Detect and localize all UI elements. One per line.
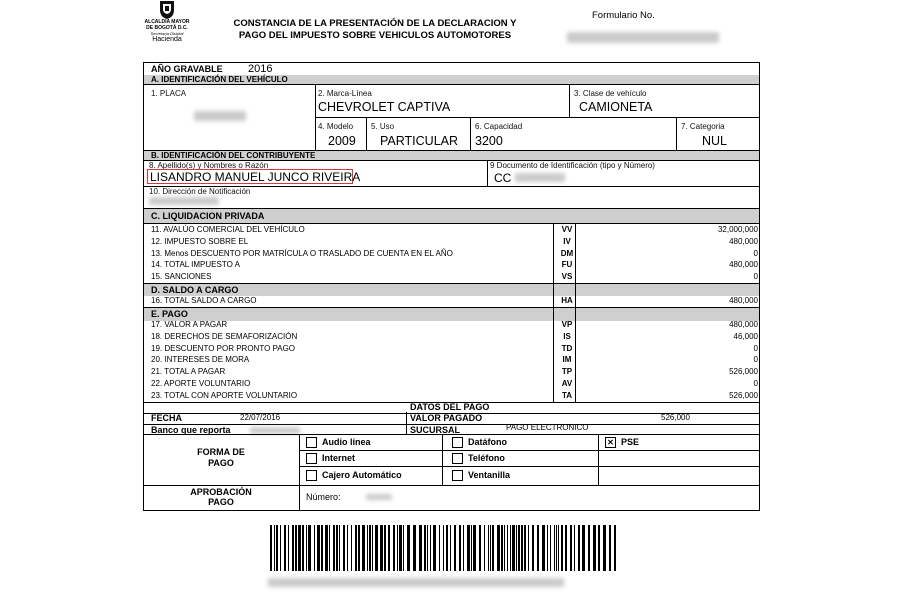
marca-value: CHEVROLET CAPTIVA [318,100,451,114]
barcode-bar [556,525,557,571]
barcode-bar [397,525,398,571]
nombre-value: LISANDRO MANUEL JUNCO RIVEIRA [150,170,361,184]
barcode-bar [295,525,297,571]
aprobacion-label-2: PAGO [208,497,234,507]
barcode-bar [507,525,508,571]
row-code: IM [562,355,572,365]
barcode-bar [284,525,286,571]
barcode-bar [614,525,616,571]
barcode-bar [317,525,320,571]
table-row [144,224,761,236]
barcode-bar [439,525,440,571]
valor-pagado-value: 526,000 [661,413,690,422]
barcode-bar [528,525,529,571]
checkbox-checked[interactable]: ✕ [605,437,616,448]
option-label: Teléfono [468,453,505,463]
row-text: 23. TOTAL CON APORTE VOLUNTARIO [151,390,298,400]
barcode-bar [561,525,563,571]
uso-label: 5. Uso [371,122,395,131]
logo-text-4: Hacienda [152,36,182,43]
checkbox[interactable] [452,453,463,464]
barcode-bar [479,525,481,571]
nombre-label: 8. Apellido(s) y Nombres o Razón [149,161,269,170]
documento-value: CC [494,171,512,185]
table-row [144,236,761,248]
barcode-bar [358,525,360,571]
row-text: 13. Menos DESCUENTO POR MATRÍCULA O TRASLADO DE CUENTA EN EL AÑO [151,248,453,258]
row-value: 0 [753,272,758,282]
form-body [143,62,760,511]
clase-cell [570,85,759,118]
option-label: Internet [322,453,356,463]
barcode-bar [501,525,503,571]
row-value: 480,000 [729,296,758,305]
barcode-bar [459,525,461,571]
direccion-label: 10. Dirección de Notificación [149,187,251,196]
option-ventanilla[interactable] [452,470,510,481]
checkbox[interactable] [306,453,317,464]
checkbox[interactable] [306,470,317,481]
categoria-label: 7. Categoria [681,122,725,131]
option-label: Audio línea [322,437,371,447]
aprobacion-divider [299,485,300,510]
row-value: 46,000 [733,331,758,341]
row-code: VV [561,225,573,234]
row-code: TA [561,390,573,400]
barcode-bar [339,525,340,571]
forma-pago-divider [299,435,300,485]
fecha-valor-row [144,413,759,425]
row-value: 526,000 [729,390,758,400]
barcode-bar [347,525,348,571]
forma-pago-section [144,434,759,486]
aprobacion-label-1: APROBACIÓN [190,487,252,497]
marca-label: 2. Marca-Línea [318,89,372,98]
row-text: 14. TOTAL IMPUESTO A [151,260,240,270]
section-e-title: E. PAGO [151,309,188,319]
barcode-bar [512,525,515,571]
barcode-bar [419,525,422,571]
sucursal-label: SUCURSAL [410,425,461,435]
barcode-bar [446,525,448,571]
barcode-bar [407,525,410,571]
anio-value: 2016 [248,63,273,75]
row-text: 17. VALOR A PAGAR [151,320,228,329]
barcode-bar [497,525,500,571]
barcode-bar [532,525,534,571]
saldo-rows [144,295,759,307]
barcode-bar [336,525,338,571]
barcode-bar [413,525,416,571]
barcode-number-redacted [268,578,564,587]
barcode-bar [427,525,428,571]
table-row [144,366,761,378]
row-text: 18. DERECHOS DE SEMAFORIZACIÓN [151,331,298,341]
row-text: 21. TOTAL A PAGAR [151,367,226,377]
row-value: 480,000 [729,320,758,329]
uso-value: PARTICULAR [380,134,459,148]
row-value: 32,000,000 [717,225,758,234]
table-row [144,259,761,271]
section-a-title: A. IDENTIFICACIÓN DEL VEHÍCULO [151,75,288,84]
barcode-bar [504,525,505,571]
aprobacion-label [144,487,298,507]
row-value: 0 [753,355,758,365]
row-value: 480,000 [729,236,758,246]
forma-row-divider-2 [299,466,759,467]
section-c-title: C. LIQUIDACION PRIVADA [151,211,265,221]
option-internet[interactable] [306,453,355,464]
table-row [144,271,761,283]
barcode-bar [424,525,426,571]
barcode-bar [367,525,368,571]
barcode-bar [510,525,511,571]
categoria-cell [677,118,759,151]
barcode-bar [288,525,289,571]
section-a-header [144,75,759,85]
row-text: 19. DESCUENTO POR PRONTO PAGO [151,343,296,353]
direccion-redacted [149,197,219,205]
option-label: PSE [621,437,640,447]
row-code: FU [561,260,573,270]
forma-row-divider-1 [299,450,759,451]
barcode-bar [321,525,323,571]
option-telefono[interactable] [452,453,505,464]
row-text: 11. AVALÚO COMERCIAL DEL VEHÍCULO [151,225,305,234]
categoria-value: NUL [702,134,728,148]
barcode-bar [588,525,590,571]
forma-pago-label-1: FORMA DE [197,447,245,457]
logo-text-1: ALCALDIA MAYOR [144,19,190,25]
barcode-bar [351,525,352,571]
barcode-bar [524,525,526,571]
barcode-bar [329,525,330,571]
row-text: 15. SANCIONES [151,272,212,282]
sucursal-value: PAGO ELECTRONICO [506,423,589,432]
row-code: IS [563,331,571,341]
barcode-bar [609,525,611,571]
barcode-bar [574,525,575,571]
option-cajero[interactable] [306,470,402,481]
logo-text-3: Secretaría Distrital [150,31,184,36]
modelo-value: 2009 [328,134,356,148]
logo [143,0,191,48]
row-code: AV [561,379,573,388]
barcode-bar [518,525,520,571]
barcode-bar [542,525,545,571]
row-code: TP [561,367,573,377]
table-row [144,295,761,307]
barcode-bar [471,525,472,571]
barcode-bar [369,525,371,571]
option-label: Cajero Automático [322,470,402,480]
placa-cell [144,85,316,151]
row-code: DM [560,248,574,258]
barcode-bar [270,525,272,571]
coat-of-arms-icon [158,0,176,20]
barcode-bar [325,525,328,571]
direccion-cell [144,187,759,208]
logo-text-2: DE BOGOTÁ D.C. [146,24,188,31]
barcode-bar [384,525,386,571]
barcode-bar [433,525,436,571]
forma-pago-label-2: PAGO [208,458,234,468]
datos-pago-divider-v [406,412,407,434]
row-text: 12. IMPUESTO SOBRE EL [151,236,249,246]
documento-label: 9 Documento de Identificación (tipo y Número) [490,161,655,170]
barcode-bar [516,525,517,571]
banco-label: Banco que reporta [151,425,231,435]
barcode-bar [454,525,456,571]
documento-redacted [515,173,565,182]
row-value: 0 [753,343,758,353]
barcode-bar [565,525,567,571]
table-row [144,248,761,260]
anio-label: AÑO GRAVABLE [151,64,223,74]
pago-rows [144,319,759,402]
barcode-bar [314,525,315,571]
section-c-header [144,208,759,224]
row-value: 526,000 [729,367,758,377]
barcode-bar [355,525,357,571]
table-row [144,354,761,366]
row-code: HA [561,296,573,305]
barcode-bar [403,525,404,571]
barcode-bar [582,525,585,571]
aprobacion-section [144,485,759,510]
nombre-cell [144,160,488,187]
barcode-bar [388,525,390,571]
fecha-value: 22/07/2016 [240,413,281,422]
barcode-bar [603,525,606,571]
clase-label: 3. Clase de vehículo [574,89,647,98]
barcode-bar [593,525,596,571]
banco-redacted [250,427,300,434]
row-text: 16. TOTAL SALDO A CARGO [151,296,257,305]
barcode-bar [306,525,307,571]
row-text: 20. INTERESES DE MORA [151,355,250,365]
modelo-label: 4. Modelo [318,122,354,131]
row-text: 22. APORTE VOLUNTARIO [151,379,251,388]
form-number-label: Formulario No. [592,10,655,21]
barcode-bar [375,525,378,571]
valor-pagado-label: VALOR PAGADO [410,413,483,423]
barcode-bar [372,525,373,571]
barcode-bar [484,525,485,571]
section-d-title: D. SALDO A CARGO [151,285,239,295]
barcode-bar [473,525,476,571]
barcode-bar [558,525,559,571]
barcode-bar [380,525,383,571]
row-value: 0 [753,379,758,388]
barcode-bar [450,525,451,571]
numero-label: Número: [306,492,341,502]
barcode-bar [443,525,444,571]
barcode-bar [302,525,304,571]
barcode-bar [280,525,281,571]
barcode-bar [598,525,600,571]
barcode-bar [399,525,402,571]
form-number-redacted [567,32,719,43]
table-row [144,331,761,343]
barcode-bar [343,525,345,571]
code-column-divider-right [575,223,576,403]
barcode-bar [292,525,294,571]
barcode-bar [308,525,311,571]
forma-col-divider-1 [442,435,443,485]
barcode-bar [488,525,489,571]
barcode-bar [298,525,301,571]
barcode-bar [463,525,464,571]
barcode-bar [578,525,580,571]
option-pse[interactable] [605,437,639,448]
barcode-bar [276,525,278,571]
barcode-bar [550,525,551,571]
clase-value: CAMIONETA [579,100,653,114]
barcode-bar [467,525,470,571]
capacidad-label: 6. Capacidad [475,122,523,131]
barcode-bar [490,525,491,571]
row-code: TD [561,343,573,353]
option-label: Ventanilla [468,470,511,480]
datos-pago-title: DATOS DEL PAGO [410,402,490,412]
capacidad-value: 3200 [475,134,503,148]
checkbox[interactable] [452,437,463,448]
barcode-bar [554,525,555,571]
barcode-bar [570,525,572,571]
documento-cell [488,160,759,187]
barcode-bar [274,525,275,571]
forma-pago-label [144,447,298,469]
title-line-2: PAGO DEL IMPUESTO SOBRE VEHICULOS AUTOMOTORES [238,30,512,41]
barcode [270,525,618,571]
barcode-bar [333,525,335,571]
checkbox[interactable] [452,470,463,481]
option-audio-linea[interactable] [306,437,371,448]
forma-col-divider-2 [598,435,599,485]
placa-label: 1. PLACA [151,89,187,98]
numero-redacted [366,494,392,500]
barcode-bar [430,525,431,571]
section-b-title: B. IDENTIFICACIÓN DEL CONTRIBUYENTE [151,151,316,160]
barcode-bar [362,525,365,571]
row-code: VP [561,320,573,329]
barcode-bar [492,525,494,571]
modelo-cell [316,118,367,151]
uso-cell [367,118,471,151]
barcode-bar [547,525,548,571]
table-row [144,343,761,355]
code-column-divider-left [553,223,554,403]
page-title [218,18,532,42]
marca-cell [316,85,570,118]
table-row [144,390,761,402]
liquidacion-rows [144,224,759,284]
placa-redacted [194,111,246,121]
row-value: 0 [753,248,758,258]
checkbox[interactable] [306,437,317,448]
fecha-label: FECHA [151,413,182,423]
barcode-bar [521,525,523,571]
row-value: 480,000 [729,260,758,270]
row-code: VS [561,272,573,282]
barcode-bar [393,525,395,571]
capacidad-cell [471,118,677,151]
option-datafono[interactable] [452,437,507,448]
title-line-1: CONSTANCIA DE LA PRESENTACIÓN DE LA DECLARACION Y [233,18,517,29]
option-label: Datáfono [468,437,507,447]
barcode-bar [537,525,539,571]
table-row [144,319,761,331]
row-code: IV [563,236,571,246]
table-row [144,378,761,390]
